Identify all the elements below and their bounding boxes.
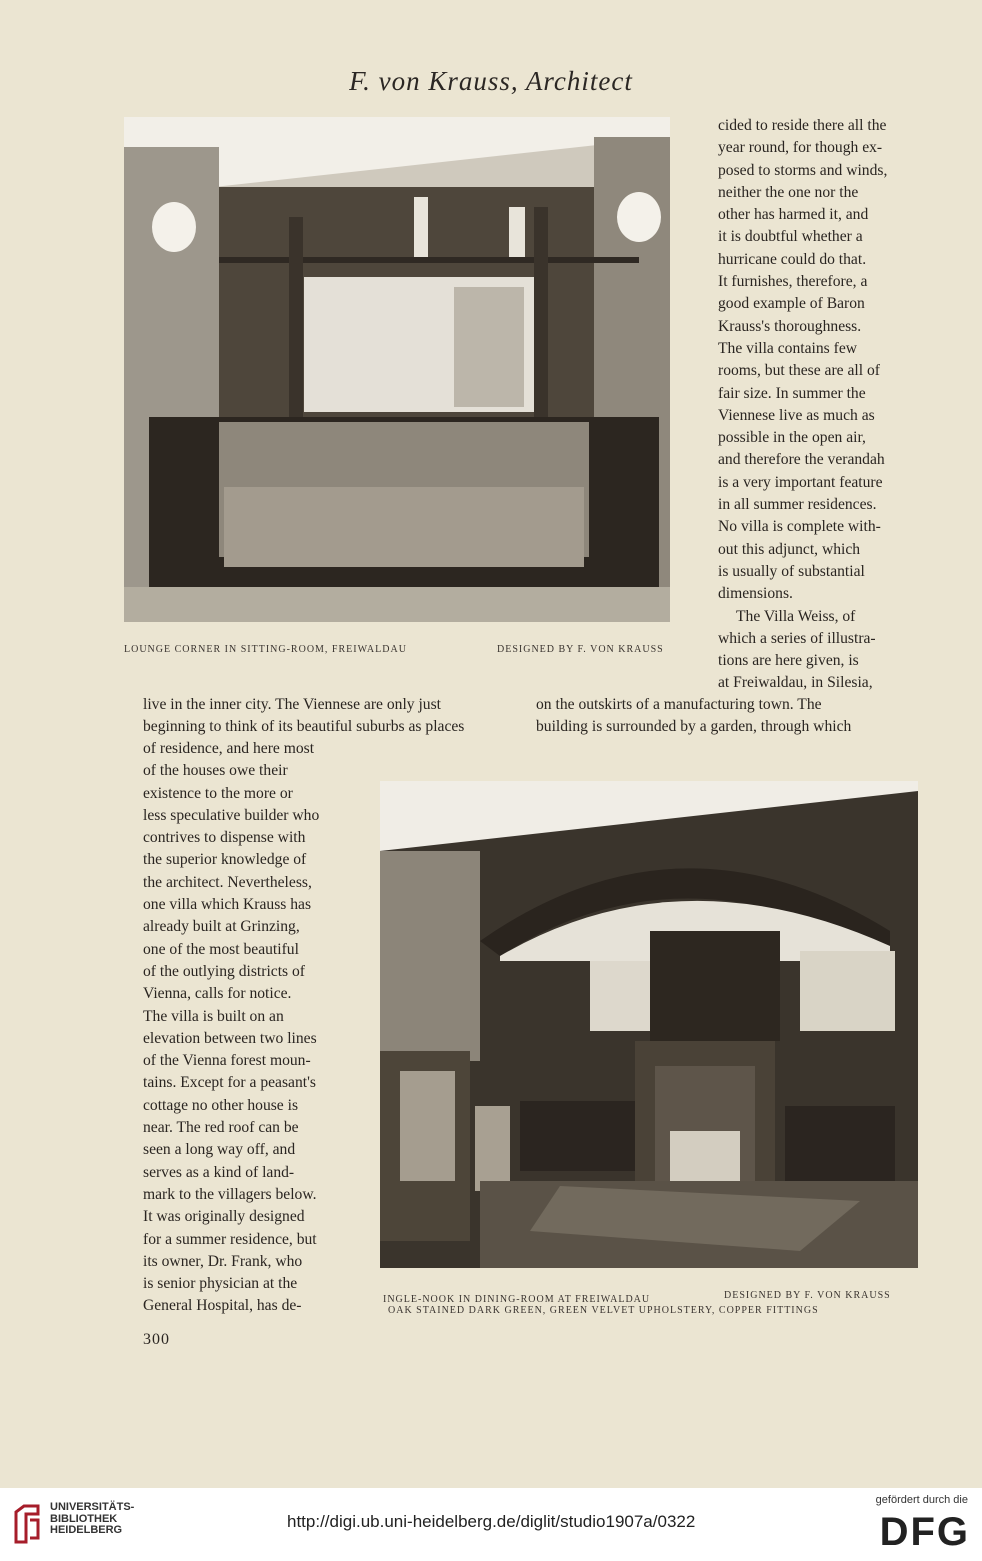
wide-left-text	[143, 694, 517, 739]
photo-lounge-corner	[124, 117, 670, 622]
caption-figure-2-line1-right: DESIGNED BY F. VON KRAUSS	[724, 1290, 891, 1301]
dfg-logo: DFG	[879, 1510, 970, 1554]
text-line: live in the inner city. The Viennese are only just	[143, 696, 442, 713]
text-line: tains. Except for a peasant's	[143, 1074, 316, 1092]
text-line: other has harmed it, and	[718, 206, 869, 224]
text-line: of the houses owe their	[143, 762, 288, 780]
text-line: less speculative builder who	[143, 806, 320, 824]
caption-figure-1-left: LOUNGE CORNER IN SITTING-ROOM, FREIWALDAU	[124, 644, 407, 655]
text-line: hurricane could do that.	[718, 250, 867, 268]
right-column-paragraph-2	[718, 606, 924, 695]
library-name-line: HEIDELBERG	[50, 1524, 123, 1536]
text-line: The villa is built on an	[143, 1007, 284, 1025]
text-line: one of the most beautiful	[143, 940, 299, 958]
text-line: It furnishes, therefore, a	[718, 273, 868, 291]
text-line: rooms, but these are all of	[718, 362, 880, 380]
text-line: elevation between two lines	[143, 1029, 317, 1047]
text-line: General Hospital, has de-	[143, 1297, 302, 1315]
text-line: The Villa Weiss, of	[736, 607, 856, 625]
text-line: existence to the more or	[143, 784, 293, 802]
text-line: Krauss's thoroughness.	[718, 317, 862, 335]
text-line: one villa which Krauss has	[143, 896, 312, 914]
university-library-logo-icon	[12, 1502, 42, 1546]
text-line: near. The red roof can be	[143, 1119, 299, 1137]
text-line: possible in the open air,	[718, 429, 866, 447]
text-line: mark to the villagers below.	[143, 1185, 317, 1203]
text-line: dimensions.	[718, 585, 793, 603]
photo-ingle-nook	[380, 781, 918, 1268]
text-line: contrives to dispense with	[143, 829, 306, 847]
caption-figure-1-right: DESIGNED BY F. VON KRAUSS	[497, 644, 664, 655]
text-line: in all summer residences.	[718, 496, 877, 514]
text-line: posed to storms and winds,	[718, 161, 888, 179]
text-line: Vienna, calls for notice.	[143, 985, 292, 1003]
text-line: serves as a kind of land-	[143, 1163, 295, 1181]
text-line: cided to reside there all the	[718, 117, 887, 134]
text-line: it is doubtful whether a	[718, 228, 863, 246]
text-line: out this adjunct, which	[718, 540, 861, 558]
wide-right-text	[536, 694, 924, 739]
right-column-paragraph-1	[718, 115, 924, 606]
caption-figure-2-line1-left: INGLE-NOOK IN DINING-ROOM AT FREIWALDAU	[383, 1294, 651, 1305]
text-line: is a very important feature	[718, 473, 883, 491]
left-column-text	[143, 738, 328, 1318]
text-line: seen a long way off, and	[143, 1141, 296, 1159]
text-line: is senior physician at the	[143, 1275, 298, 1293]
text-line: and therefore the verandah	[718, 451, 885, 469]
footer-bar	[0, 1488, 982, 1561]
text-line: at Freiwaldau, in Silesia,	[718, 674, 873, 692]
text-line: for a summer residence, but	[143, 1230, 317, 1248]
text-line: is usually of substantial	[718, 562, 865, 580]
text-line: beginning to think of its beautiful suburbs as places	[143, 718, 465, 736]
text-line: Viennese live as much as	[718, 406, 875, 424]
caption-figure-2-line2: OAK STAINED DARK GREEN, GREEN VELVET UPHOLSTERY, COPPER FITTINGS	[388, 1305, 819, 1316]
text-line: its owner, Dr. Frank, who	[143, 1252, 303, 1270]
text-line: on the outskirts of a manufacturing town. The	[536, 696, 822, 713]
funded-by-label: gefördert durch die	[875, 1494, 968, 1506]
text-line: of the Vienna forest moun-	[143, 1052, 311, 1070]
text-line: cottage no other house is	[143, 1096, 299, 1114]
text-line: of residence, and here most	[143, 740, 315, 757]
text-line: tions are here given, is	[718, 652, 859, 670]
running-head: F. von Krauss, Architect	[349, 66, 633, 96]
right-column-text	[718, 115, 924, 695]
text-line: It was originally designed	[143, 1208, 305, 1226]
text-line: neither the one nor the	[718, 183, 859, 201]
text-line: already built at Grinzing,	[143, 918, 300, 936]
text-line: the superior knowledge of	[143, 851, 307, 869]
library-name-line: UNIVERSITÄTS-	[50, 1501, 135, 1513]
permalink-url[interactable]: http://digi.ub.uni-heidelberg.de/diglit/studio1907a/0322	[287, 1512, 696, 1531]
text-line: good example of Baron	[718, 295, 865, 313]
university-library-name	[50, 1502, 134, 1537]
text-line: The villa contains few	[718, 339, 857, 357]
text-line: year round, for though ex-	[718, 139, 883, 157]
text-line: the architect. Nevertheless,	[143, 873, 312, 891]
library-name-line: BIBLIOTHEK	[50, 1512, 118, 1525]
page-number: 300	[143, 1331, 170, 1348]
text-line: No villa is complete with-	[718, 518, 881, 536]
text-line: building is surrounded by a garden, through which	[536, 718, 852, 736]
text-line: of the outlying districts of	[143, 962, 305, 980]
text-line: fair size. In summer the	[718, 384, 866, 402]
text-line: which a series of illustra-	[718, 629, 876, 647]
